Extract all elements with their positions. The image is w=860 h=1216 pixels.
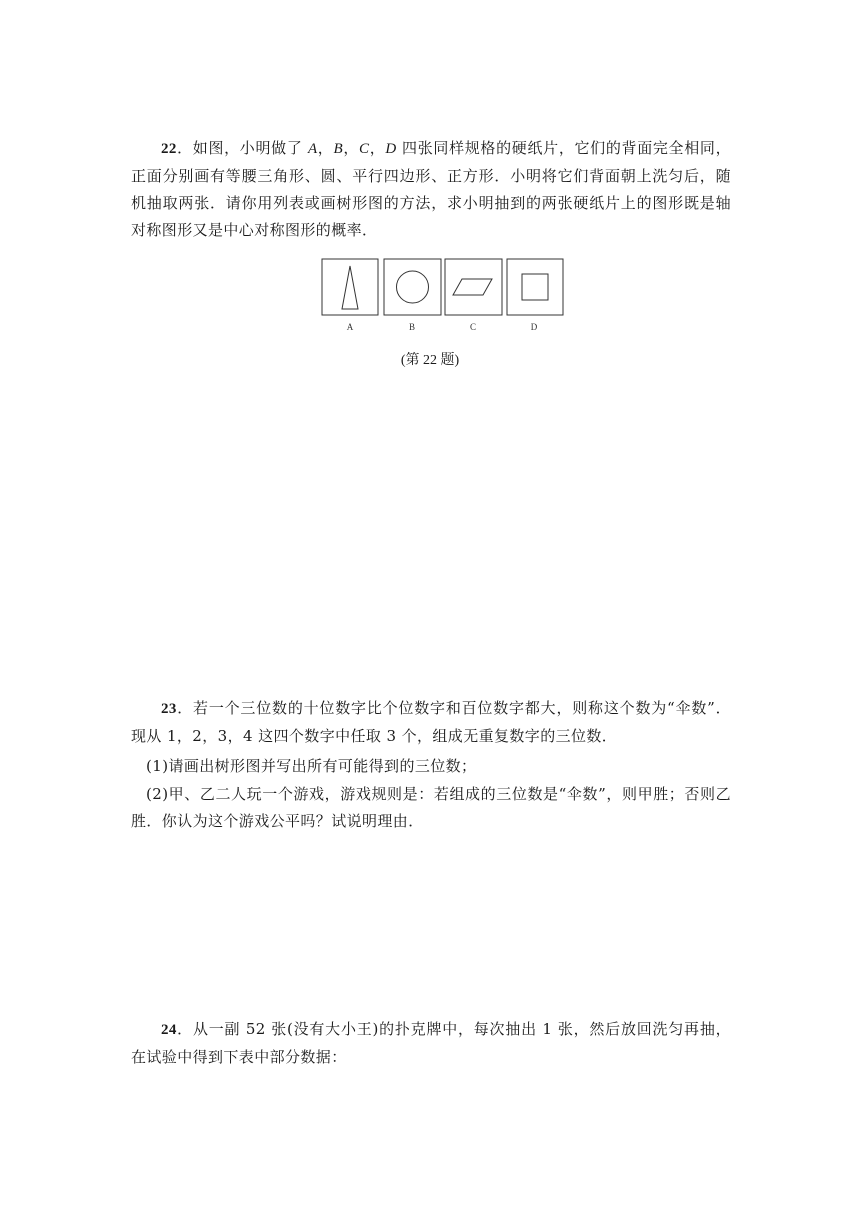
separator: ， [369,139,386,157]
square-icon [522,274,548,300]
card-label-d: D [385,141,397,157]
card-label-c: C [359,141,370,157]
separator: ， [343,139,360,157]
isosceles-triangle-icon [342,266,358,309]
figure-caption: (第 22 题) [400,353,460,368]
question-text: ．如图，小明做了 [176,139,308,157]
question-23-part-1 [131,753,731,780]
question-text: 四张同样规格的硬纸片，它们的背面完全相同，正面分别画有等腰三角形、圆、平行四边形、正方形．小明将它们背面朝上洗匀后，随机抽取两张．请你用列表或画树形图的方法，求小明抽到的两张硬纸片上的图形既是轴对称图形又是中心对称图形的概率． [131,139,731,239]
figure-label-c: C [469,322,477,332]
card-figure [321,258,566,338]
part-text: (2)甲、乙二人玩一个游戏，游戏规则是：若组成的三位数是“伞数”，则甲胜；否则乙胜．你认为这个游戏公平吗？试说明理由． [131,785,731,830]
part-text: (1)请画出树形图并写出所有可能得到的三位数； [146,757,477,775]
question-23 [131,695,731,750]
question-22 [131,135,731,244]
figure-label-a: A [346,322,354,332]
circle-icon [397,271,429,303]
question-text: ．若一个三位数的十位数字比个位数字和百位数字都大，则称这个数为“伞数”．现从 1，2，3，4 这四个数字中任取 3 个，组成无重复数字的三位数． [131,699,731,745]
card-d-frame [507,259,563,315]
card-c-frame [445,259,502,315]
separator: ， [317,139,334,157]
question-23-part-2 [131,781,731,835]
question-number: 22 [161,141,177,157]
parallelogram-icon [453,279,492,295]
question-number: 24 [161,1022,177,1038]
card-label-b: B [333,141,344,157]
figure-label-b: B [408,322,416,332]
figure-label-d: D [530,322,538,332]
question-24 [131,1016,731,1071]
question-number: 23 [161,701,177,717]
card-b-frame [384,259,441,315]
card-label-a: A [307,141,318,157]
question-text: ．从一副 52 张(没有大小王)的扑克牌中，每次抽出 1 张，然后放回洗匀再抽，在试验中得到下表中部分数据： [131,1020,731,1066]
